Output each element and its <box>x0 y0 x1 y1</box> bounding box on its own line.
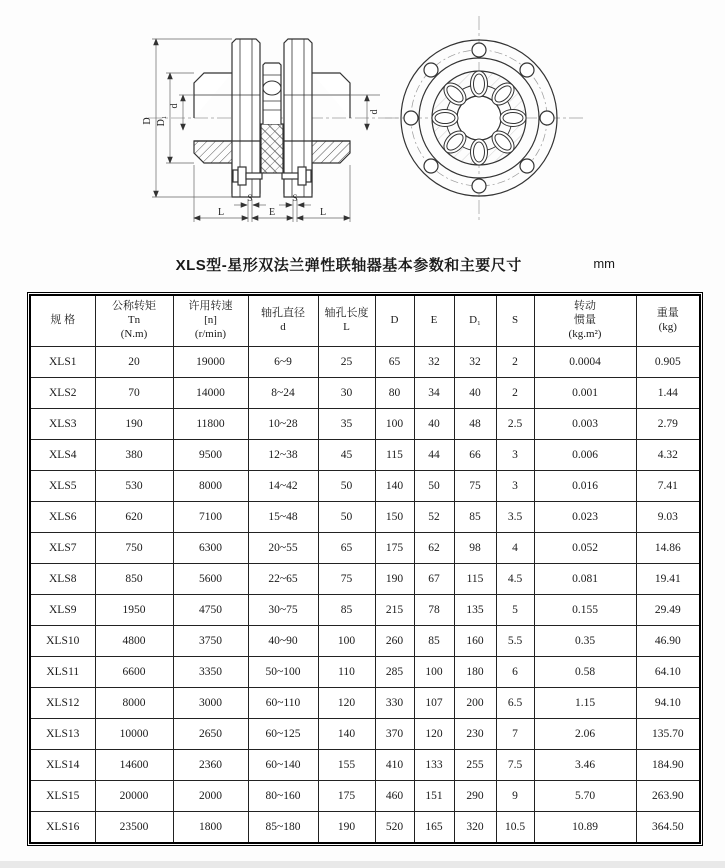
table-cell: 380 <box>95 440 173 471</box>
table-cell: XLS4 <box>30 440 95 471</box>
column-header: 重量 (kg) <box>636 295 700 347</box>
table-row <box>30 347 700 378</box>
table-cell: 3.5 <box>496 502 534 533</box>
table-cell: 0.58 <box>534 657 636 688</box>
table-cell: 67 <box>414 564 454 595</box>
table-cell: 22~65 <box>248 564 318 595</box>
table-cell: 7 <box>496 719 534 750</box>
table-cell: 10~28 <box>248 409 318 440</box>
table-cell: 14000 <box>173 378 248 409</box>
table-cell: 5.70 <box>534 781 636 812</box>
table-cell: 1950 <box>95 595 173 626</box>
table-cell: 0.0004 <box>534 347 636 378</box>
table-cell: 520 <box>375 812 414 844</box>
table-cell: 66 <box>454 440 496 471</box>
table-cell: 184.90 <box>636 750 700 781</box>
table-row <box>30 688 700 719</box>
table-cell: 75 <box>454 471 496 502</box>
table-cell: 5.5 <box>496 626 534 657</box>
table-cell: XLS2 <box>30 378 95 409</box>
table-cell: 115 <box>375 440 414 471</box>
table-cell: 115 <box>454 564 496 595</box>
table-cell: 1800 <box>173 812 248 844</box>
table-cell: 20~55 <box>248 533 318 564</box>
table-cell: 3 <box>496 440 534 471</box>
table-row <box>30 471 700 502</box>
table-cell: XLS3 <box>30 409 95 440</box>
dimension-label-D1: D₁ <box>156 115 167 127</box>
table-cell: 4 <box>496 533 534 564</box>
table-cell: 6~9 <box>248 347 318 378</box>
column-header: E <box>414 295 454 347</box>
table-cell: 460 <box>375 781 414 812</box>
coupling-drawing-svg <box>0 0 725 248</box>
table-cell: XLS15 <box>30 781 95 812</box>
table-cell: XLS5 <box>30 471 95 502</box>
table-cell: 50 <box>414 471 454 502</box>
table-cell: 100 <box>414 657 454 688</box>
table-cell: 30~75 <box>248 595 318 626</box>
table-cell: 0.003 <box>534 409 636 440</box>
table-cell: 190 <box>95 409 173 440</box>
table-cell: 85~180 <box>248 812 318 844</box>
table-cell: 850 <box>95 564 173 595</box>
table-cell: 65 <box>318 533 375 564</box>
dimension-label-l-right: L <box>319 207 327 218</box>
table-cell: 98 <box>454 533 496 564</box>
table-cell: XLS12 <box>30 688 95 719</box>
table-cell: 165 <box>414 812 454 844</box>
table-cell: 94.10 <box>636 688 700 719</box>
table-cell: 0.155 <box>534 595 636 626</box>
table-cell: 5 <box>496 595 534 626</box>
table-cell: 7.41 <box>636 471 700 502</box>
table-cell: 3000 <box>173 688 248 719</box>
table-cell: XLS8 <box>30 564 95 595</box>
table-cell: 80 <box>375 378 414 409</box>
table-row <box>30 657 700 688</box>
table-cell: 10000 <box>95 719 173 750</box>
table-cell: 3.46 <box>534 750 636 781</box>
table-cell: 2.5 <box>496 409 534 440</box>
spec-table <box>29 294 701 844</box>
table-cell: 20 <box>95 347 173 378</box>
table-cell: 65 <box>375 347 414 378</box>
table-cell: XLS7 <box>30 533 95 564</box>
spec-table-head <box>30 295 700 347</box>
table-cell: 0.052 <box>534 533 636 564</box>
table-cell: 29.49 <box>636 595 700 626</box>
table-cell: 4750 <box>173 595 248 626</box>
table-cell: 0.081 <box>534 564 636 595</box>
table-cell: 2 <box>496 347 534 378</box>
table-row <box>30 440 700 471</box>
column-header: 轴孔长度 L <box>318 295 375 347</box>
table-cell: 1.44 <box>636 378 700 409</box>
table-cell: 60~125 <box>248 719 318 750</box>
table-cell: 0.016 <box>534 471 636 502</box>
technical-drawing <box>0 0 725 248</box>
column-header: 转动 惯量 (kg.m²) <box>534 295 636 347</box>
table-row <box>30 812 700 844</box>
table-row <box>30 781 700 812</box>
section-view <box>148 39 398 197</box>
column-header: 公称转矩 Tn (N.m) <box>95 295 173 347</box>
table-cell: 78 <box>414 595 454 626</box>
table-cell: 285 <box>375 657 414 688</box>
table-cell: 1.15 <box>534 688 636 719</box>
front-view <box>385 16 585 222</box>
table-row <box>30 626 700 657</box>
table-row <box>30 409 700 440</box>
table-cell: 290 <box>454 781 496 812</box>
table-cell: 0.905 <box>636 347 700 378</box>
column-header: D₁ <box>454 295 496 347</box>
table-cell: 40 <box>414 409 454 440</box>
column-header: 许用转速 [n] (r/min) <box>173 295 248 347</box>
table-cell: 3750 <box>173 626 248 657</box>
table-cell: 140 <box>318 719 375 750</box>
table-cell: 320 <box>454 812 496 844</box>
table-row <box>30 750 700 781</box>
table-cell: 7.5 <box>496 750 534 781</box>
table-cell: 330 <box>375 688 414 719</box>
table-cell: 2000 <box>173 781 248 812</box>
table-cell: 60~140 <box>248 750 318 781</box>
table-cell: 35 <box>318 409 375 440</box>
table-row <box>30 502 700 533</box>
table-cell: XLS16 <box>30 812 95 844</box>
table-cell: 133 <box>414 750 454 781</box>
table-cell: 190 <box>375 564 414 595</box>
table-cell: 45 <box>318 440 375 471</box>
dimension-label-e: E <box>268 207 276 218</box>
table-cell: 3 <box>496 471 534 502</box>
table-cell: 23500 <box>95 812 173 844</box>
table-cell: 9.03 <box>636 502 700 533</box>
table-cell: 2.79 <box>636 409 700 440</box>
table-cell: 85 <box>454 502 496 533</box>
table-cell: 52 <box>414 502 454 533</box>
table-cell: 10.5 <box>496 812 534 844</box>
table-cell: 50~100 <box>248 657 318 688</box>
dimension-label-D: D <box>142 117 153 125</box>
table-cell: 107 <box>414 688 454 719</box>
table-cell: 4.32 <box>636 440 700 471</box>
table-cell: 80~160 <box>248 781 318 812</box>
table-row <box>30 595 700 626</box>
table-cell: 14600 <box>95 750 173 781</box>
table-cell: 60~110 <box>248 688 318 719</box>
table-row <box>30 719 700 750</box>
table-cell: 0.001 <box>534 378 636 409</box>
dimension-label-d-left: d <box>169 103 180 109</box>
spec-table-body <box>30 347 700 844</box>
table-cell: 364.50 <box>636 812 700 844</box>
table-cell: 155 <box>318 750 375 781</box>
table-cell: 70 <box>95 378 173 409</box>
table-cell: 410 <box>375 750 414 781</box>
table-cell: XLS1 <box>30 347 95 378</box>
table-cell: 3350 <box>173 657 248 688</box>
table-cell: 200 <box>454 688 496 719</box>
table-cell: 0.35 <box>534 626 636 657</box>
table-cell: XLS13 <box>30 719 95 750</box>
table-cell: 8000 <box>173 471 248 502</box>
table-cell: 100 <box>318 626 375 657</box>
table-cell: 0.023 <box>534 502 636 533</box>
table-cell: 2650 <box>173 719 248 750</box>
dimension-label-d-right: d <box>369 109 380 115</box>
table-cell: 64.10 <box>636 657 700 688</box>
dimension-label-l-left: L <box>217 207 225 218</box>
table-cell: 40~90 <box>248 626 318 657</box>
table-cell: 85 <box>414 626 454 657</box>
table-cell: 230 <box>454 719 496 750</box>
table-cell: 2.06 <box>534 719 636 750</box>
table-cell: 175 <box>375 533 414 564</box>
table-cell: 255 <box>454 750 496 781</box>
unit-label: mm <box>593 256 615 271</box>
table-cell: 48 <box>454 409 496 440</box>
table-cell: 50 <box>318 502 375 533</box>
table-cell: 10.89 <box>534 812 636 844</box>
column-header: S <box>496 295 534 347</box>
table-cell: 750 <box>95 533 173 564</box>
table-cell: 62 <box>414 533 454 564</box>
table-cell: 263.90 <box>636 781 700 812</box>
table-cell: XLS14 <box>30 750 95 781</box>
table-cell: 110 <box>318 657 375 688</box>
table-cell: 40 <box>454 378 496 409</box>
table-cell: 46.90 <box>636 626 700 657</box>
table-cell: 620 <box>95 502 173 533</box>
table-cell: 50 <box>318 471 375 502</box>
table-row <box>30 564 700 595</box>
table-cell: 150 <box>375 502 414 533</box>
table-cell: 32 <box>454 347 496 378</box>
table-cell: 34 <box>414 378 454 409</box>
column-header: 规 格 <box>30 295 95 347</box>
table-cell: 140 <box>375 471 414 502</box>
table-cell: 8000 <box>95 688 173 719</box>
table-cell: 85 <box>318 595 375 626</box>
table-cell: XLS6 <box>30 502 95 533</box>
table-cell: XLS11 <box>30 657 95 688</box>
table-cell: 370 <box>375 719 414 750</box>
table-cell: 120 <box>318 688 375 719</box>
table-cell: 19000 <box>173 347 248 378</box>
table-cell: 151 <box>414 781 454 812</box>
table-cell: 180 <box>454 657 496 688</box>
table-cell: 100 <box>375 409 414 440</box>
title-row <box>0 254 725 280</box>
table-cell: 2360 <box>173 750 248 781</box>
table-cell: 190 <box>318 812 375 844</box>
table-cell: 15~48 <box>248 502 318 533</box>
column-header: D <box>375 295 414 347</box>
column-header: 轴孔直径 d <box>248 295 318 347</box>
table-cell: 175 <box>318 781 375 812</box>
table-cell: 6300 <box>173 533 248 564</box>
table-cell: 30 <box>318 378 375 409</box>
table-cell: 6.5 <box>496 688 534 719</box>
table-cell: 6 <box>496 657 534 688</box>
table-row <box>30 533 700 564</box>
table-cell: 14~42 <box>248 471 318 502</box>
table-cell: 75 <box>318 564 375 595</box>
table-cell: 215 <box>375 595 414 626</box>
table-cell: 12~38 <box>248 440 318 471</box>
table-cell: 9 <box>496 781 534 812</box>
table-cell: 8~24 <box>248 378 318 409</box>
table-cell: 4800 <box>95 626 173 657</box>
table-row <box>30 378 700 409</box>
table-cell: 44 <box>414 440 454 471</box>
page-title: XLS型-星形双法兰弹性联轴器基本参数和主要尺寸 <box>175 257 522 274</box>
table-cell: 20000 <box>95 781 173 812</box>
table-cell: 25 <box>318 347 375 378</box>
table-cell: 260 <box>375 626 414 657</box>
table-cell: 160 <box>454 626 496 657</box>
table-cell: 4.5 <box>496 564 534 595</box>
table-cell: 32 <box>414 347 454 378</box>
table-cell: 0.006 <box>534 440 636 471</box>
table-cell: 5600 <box>173 564 248 595</box>
page-bottom-edge <box>0 861 725 868</box>
table-cell: XLS10 <box>30 626 95 657</box>
table-cell: 530 <box>95 471 173 502</box>
table-cell: 19.41 <box>636 564 700 595</box>
table-cell: 11800 <box>173 409 248 440</box>
table-cell: 14.86 <box>636 533 700 564</box>
table-cell: XLS9 <box>30 595 95 626</box>
table-cell: 135 <box>454 595 496 626</box>
table-cell: 135.70 <box>636 719 700 750</box>
table-cell: 120 <box>414 719 454 750</box>
dimension-label-s-left: S <box>247 193 253 203</box>
table-cell: 2 <box>496 378 534 409</box>
table-cell: 6600 <box>95 657 173 688</box>
table-cell: 9500 <box>173 440 248 471</box>
table-cell: 7100 <box>173 502 248 533</box>
dimension-label-s-right: S <box>292 193 298 203</box>
